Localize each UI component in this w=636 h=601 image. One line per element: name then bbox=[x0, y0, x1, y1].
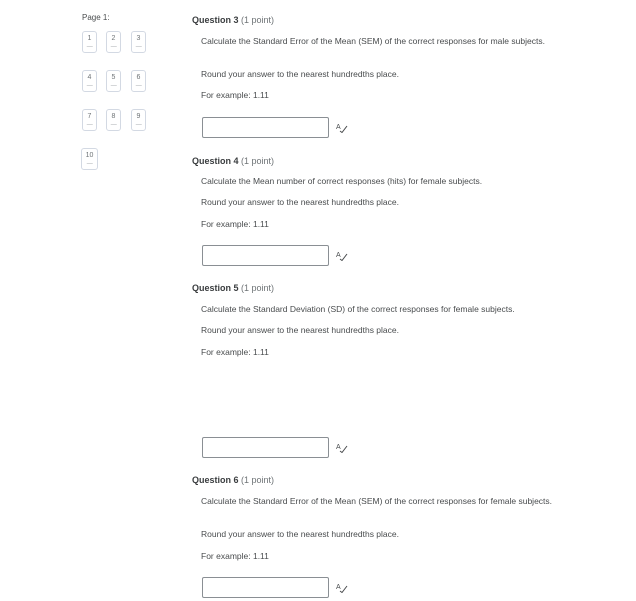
question-nav-status: — bbox=[135, 122, 142, 128]
question-5-points: (1 point) bbox=[241, 283, 275, 293]
question-3-answer-input[interactable] bbox=[202, 117, 329, 138]
question-6-round: Round your answer to the nearest hundredths place. bbox=[201, 529, 399, 539]
question-nav-status: — bbox=[135, 44, 142, 50]
question-4-points: (1 point) bbox=[241, 156, 275, 166]
question-nav-number: 2 bbox=[111, 35, 116, 42]
question-nav-number: 8 bbox=[111, 113, 116, 120]
spellcheck-icon[interactable] bbox=[336, 441, 348, 453]
svg-text:A: A bbox=[336, 444, 341, 451]
question-nav-status: — bbox=[86, 83, 93, 89]
question-nav-number: 7 bbox=[87, 113, 92, 120]
question-4-answer-input[interactable] bbox=[202, 245, 329, 266]
question-nav-8[interactable] bbox=[106, 109, 121, 131]
question-3-example: For example: 1.11 bbox=[201, 90, 269, 100]
question-3-round: Round your answer to the nearest hundredths place. bbox=[201, 69, 399, 79]
spellcheck-icon[interactable] bbox=[336, 581, 348, 593]
question-4-example: For example: 1.11 bbox=[201, 219, 269, 229]
svg-text:A: A bbox=[336, 252, 341, 259]
question-6-title: Question 6 bbox=[192, 475, 239, 485]
question-nav-status: — bbox=[86, 44, 93, 50]
question-nav-number: 1 bbox=[87, 35, 92, 42]
question-nav-10[interactable] bbox=[81, 148, 98, 170]
spellcheck-icon[interactable] bbox=[336, 121, 348, 133]
question-4-text: Calculate the Mean number of correct responses (hits) for female subjects. bbox=[201, 176, 483, 186]
question-nav-3[interactable] bbox=[131, 31, 146, 53]
svg-text:A: A bbox=[336, 124, 341, 131]
question-nav-number: 10 bbox=[85, 152, 94, 159]
spellcheck-icon[interactable] bbox=[336, 249, 348, 261]
question-nav-6[interactable] bbox=[131, 70, 146, 92]
question-6-text: Calculate the Standard Error of the Mean (SEM) of the correct responses for female subjects. bbox=[201, 496, 553, 506]
question-6-heading bbox=[192, 475, 274, 485]
question-nav-status: — bbox=[110, 44, 117, 50]
question-6-answer-input[interactable] bbox=[202, 577, 329, 598]
question-4-round: Round your answer to the nearest hundredths place. bbox=[201, 197, 399, 207]
question-3-heading bbox=[192, 15, 274, 25]
page-label: Page 1: bbox=[82, 13, 110, 22]
question-3-text: Calculate the Standard Error of the Mean (SEM) of the correct responses for male subjects. bbox=[201, 36, 545, 46]
question-nav-number: 9 bbox=[136, 113, 141, 120]
svg-text:A: A bbox=[336, 584, 341, 591]
question-nav-status: — bbox=[110, 83, 117, 89]
question-nav-number: 5 bbox=[111, 74, 116, 81]
question-nav-status: — bbox=[86, 122, 93, 128]
question-nav-status: — bbox=[135, 83, 142, 89]
question-nav-9[interactable] bbox=[131, 109, 146, 131]
question-6-example: For example: 1.11 bbox=[201, 551, 269, 561]
question-nav-7[interactable] bbox=[82, 109, 97, 131]
question-5-title: Question 5 bbox=[192, 283, 239, 293]
question-3-points: (1 point) bbox=[241, 15, 275, 25]
question-nav-number: 3 bbox=[136, 35, 141, 42]
question-5-heading bbox=[192, 283, 274, 293]
question-5-text: Calculate the Standard Deviation (SD) of the correct responses for female subjects. bbox=[201, 304, 515, 314]
question-nav-1[interactable] bbox=[82, 31, 97, 53]
question-3-title: Question 3 bbox=[192, 15, 239, 25]
question-nav-number: 6 bbox=[136, 74, 141, 81]
question-nav-2[interactable] bbox=[106, 31, 121, 53]
question-4-title: Question 4 bbox=[192, 156, 239, 166]
question-nav-5[interactable] bbox=[106, 70, 121, 92]
question-5-round: Round your answer to the nearest hundredths place. bbox=[201, 325, 399, 335]
question-nav-4[interactable] bbox=[82, 70, 97, 92]
question-6-points: (1 point) bbox=[241, 475, 275, 485]
question-4-heading bbox=[192, 156, 274, 166]
question-5-answer-input[interactable] bbox=[202, 437, 329, 458]
question-5-example: For example: 1.11 bbox=[201, 347, 269, 357]
question-nav-number: 4 bbox=[87, 74, 92, 81]
question-nav-status: — bbox=[110, 122, 117, 128]
question-nav-status: — bbox=[86, 161, 93, 167]
